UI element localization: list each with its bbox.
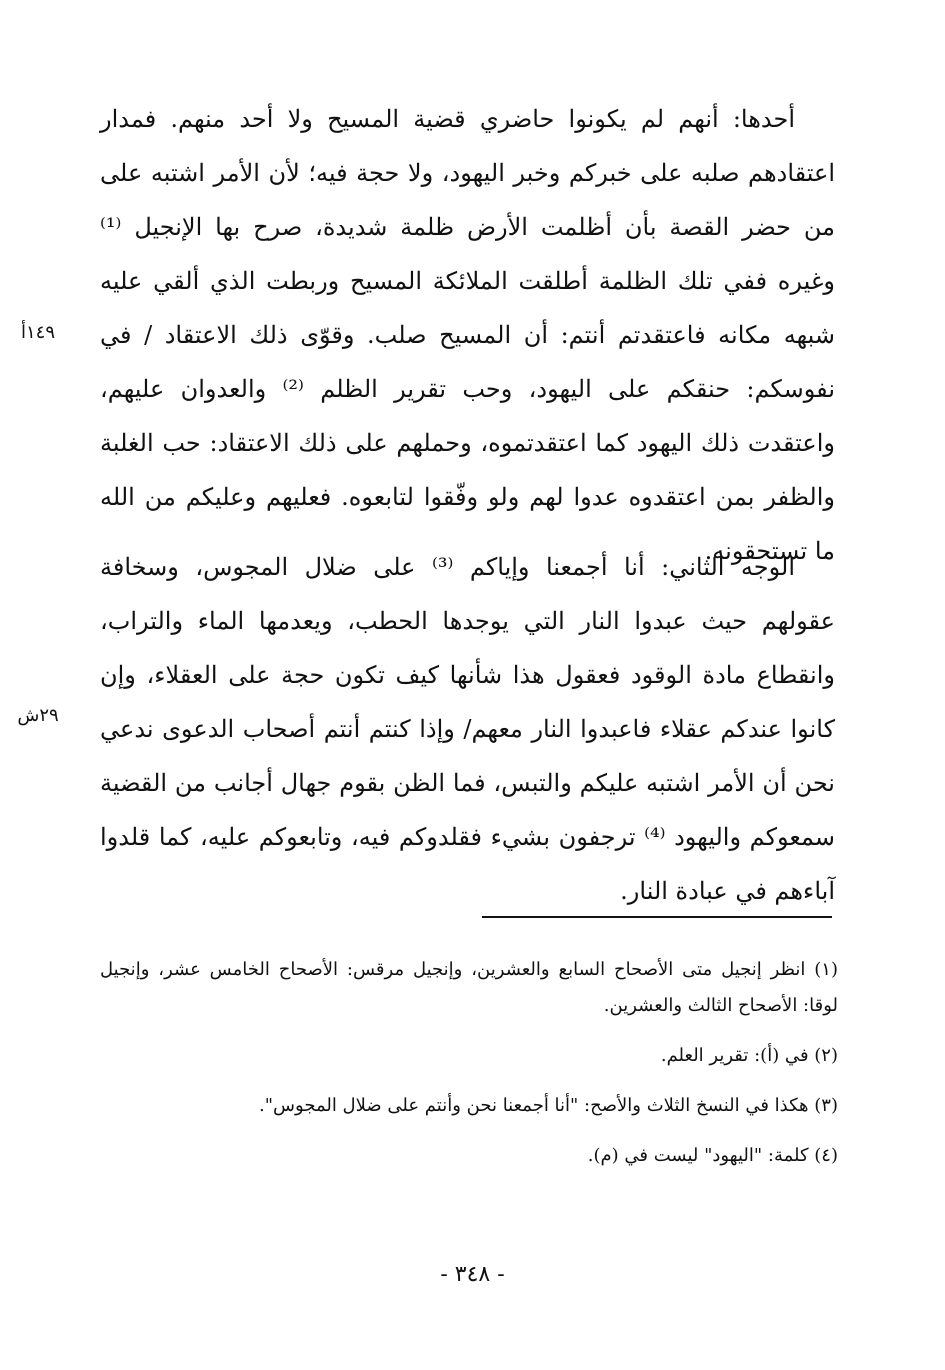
main-text-block	[100, 92, 835, 578]
paragraph: أحدها: أنهم لم يكونوا حاضري قضية المسيح ولا أحد منهم. فمدار اعتقادهم صلبه على خبركم وخبر اليهود، ولا حجة فيه؛ لأن الأمر اشتبه على من حضر القصة بأن أظلمت الأرض ظلمة شديدة، صرح بها الإنجيل ⁽¹⁾ وغيره ففي تلك الظلمة أطلقت الملائكة المسيح وربطت الذي ألقي عليه شبهه مكانه فاعتقدتم أنتم: أن المسيح صلب. وقوّى ذلك الاعتقاد / في نفوسكم: حنقكم على اليهود، وحب تقرير الظلم ⁽²⁾ والعدوان عليهم، واعتقدت ذلك اليهود كما اعتقدتموه، وحملهم على ذلك الاعتقاد: حب الغلبة والظفر بمن اعتقدوه عدوا لهم ولو وفّقوا لتابعوه. فعليهم وعليكم من الله ما تستحقونه.	[100, 105, 835, 565]
page-number: - ٣٤٨ -	[440, 1262, 505, 1287]
margin-folio-note: ٢٩ش	[17, 705, 59, 726]
margin-folio-note: ١٤٩أ	[20, 322, 56, 343]
footnote: (٤) كلمة: "اليهود" ليست في (م).	[587, 1145, 838, 1166]
paragraph: الوجه الثاني: أنا أجمعنا وإياكم ⁽³⁾ على ضلال المجوس، وسخافة عقولهم حيث عبدوا النار التي يوجدها الحطب، ويعدمها الماء والتراب، وانقطاع مادة الوقود فعقول هذا شأنها كيف تكون حجة على العقلاء، وإن كانوا عندكم عقلاء فاعبدوا النار معهم/ وإذا كنتم أنتم أصحاب الدعوى ندعي نحن أن الأمر اشتبه عليكم والتبس، فما الظن بقوم جهال أجانب من القضية سمعوكم واليهود ⁽⁴⁾ ترجفون بشيء فقلدوكم فيه، وتابعوكم عليه، كما قلدوا آباءهم في عبادة النار.	[100, 553, 835, 905]
footnote: (٣) هكذا في النسخ الثلاث والأصح: "أنا أجمعنا نحن وأنتم على ضلال المجوس".	[259, 1095, 838, 1116]
main-text-block	[100, 540, 835, 918]
footnote: (١) انظر إنجيل متى الأصحاح السابع والعشرين، وإنجيل مرقس: الأصحاح الخامس عشر، وإنجيل لوقا: الأصحاح الثالث والعشرين.	[100, 959, 838, 1016]
footnote-separator	[482, 916, 832, 918]
footnote: (٢) في (أ): تقرير العلم.	[660, 1045, 838, 1066]
footnotes	[100, 952, 838, 1188]
